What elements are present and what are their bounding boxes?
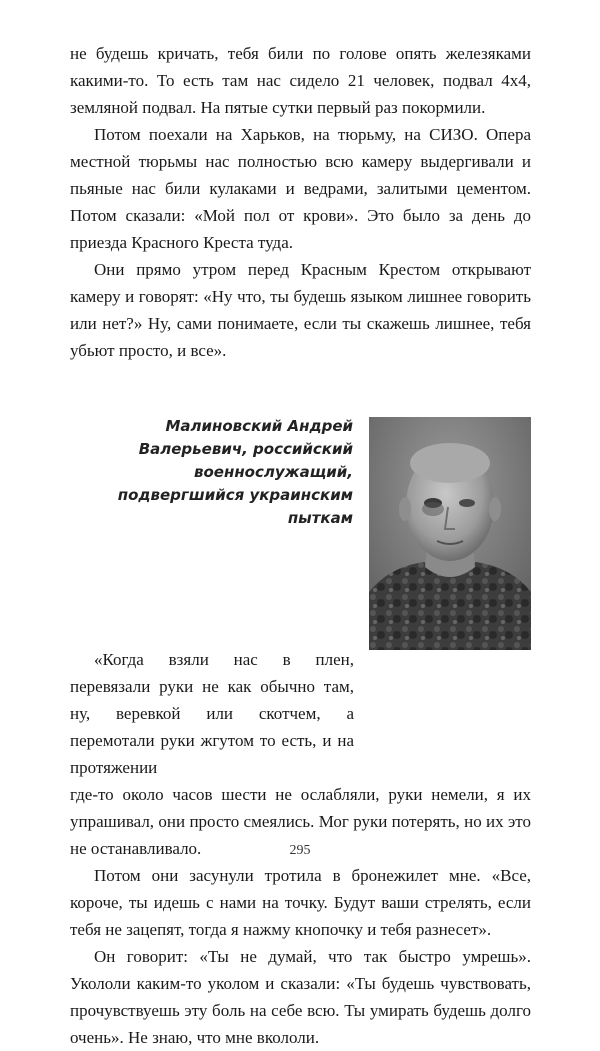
paragraph-explosives: Потом они засунули тротила в бронежилет мне. «Все, короче, ты идешь с нами на точку. Будут ваши стрелять, если тебя не зацепят, тогда я нажму кнопочку и тебя разнесет». <box>70 866 531 939</box>
paragraph-kharkov: Потом поехали на Харьков, на тюрьму, на СИЗО. Опера местной тюрьмы нас полностью всю камеру выдергивали и пьяные нас били кулаками и ведрами, залитыми цементом. Потом сказали: «Мой пол от крови». Это было за день до приезда Красного Креста туда. <box>70 125 531 252</box>
portrait-photo <box>369 417 531 650</box>
paragraph-red-cross: Они прямо утром перед Красным Крестом открывают камеру и говорят: «Ну что, ты будешь языком лишнее говорить или нет?» Ну, сами понимаете, если ты скажешь лишнее, тебя убьют просто, и все». <box>70 260 531 360</box>
caption-line: Валерьевич, российский <box>138 440 353 458</box>
section-gap <box>70 364 531 409</box>
portrait-photo-icon <box>369 417 531 650</box>
caption-line: Малиновский Андрей <box>165 417 353 435</box>
caption-line: военнослужащий, <box>193 463 353 481</box>
paragraph-captivity-continued: где-то около часов шести не ослабляли, руки немели, я их упрашивал, они просто смеялись. Мог руки потерять, но их это не останавливало. <box>70 785 531 858</box>
paragraph-injection: Он говорит: «Ты не думай, что так быстро умрешь». Укололи каким-то уколом и сказали: «Ты будешь чувствовать, прочувствуешь эту боль на себе всю. Ты умирать будешь долго очень». Не знаю, что мне вкололи. <box>70 947 531 1047</box>
caption-line: пыткам <box>287 509 353 527</box>
testimony-header <box>70 409 531 656</box>
caption-line: подвергшийся украинским <box>117 486 353 504</box>
photo-caption <box>70 415 353 530</box>
page-number: 295 <box>289 843 311 858</box>
paragraph-captivity: «Когда взяли нас в плен, перевязали руки не как обычно там, ну, веревкой или скотчем, а перемотали руки жгутом то есть, и на протяжении <box>70 650 354 777</box>
paragraph-continued: не будешь кричать, тебя били по голове опять железяками какими-то. То есть там нас сидело 21 человек, подвал 4х4, земляной подвал. На пятые сутки первый раз покормили. <box>70 44 531 117</box>
book-page <box>70 40 531 1051</box>
